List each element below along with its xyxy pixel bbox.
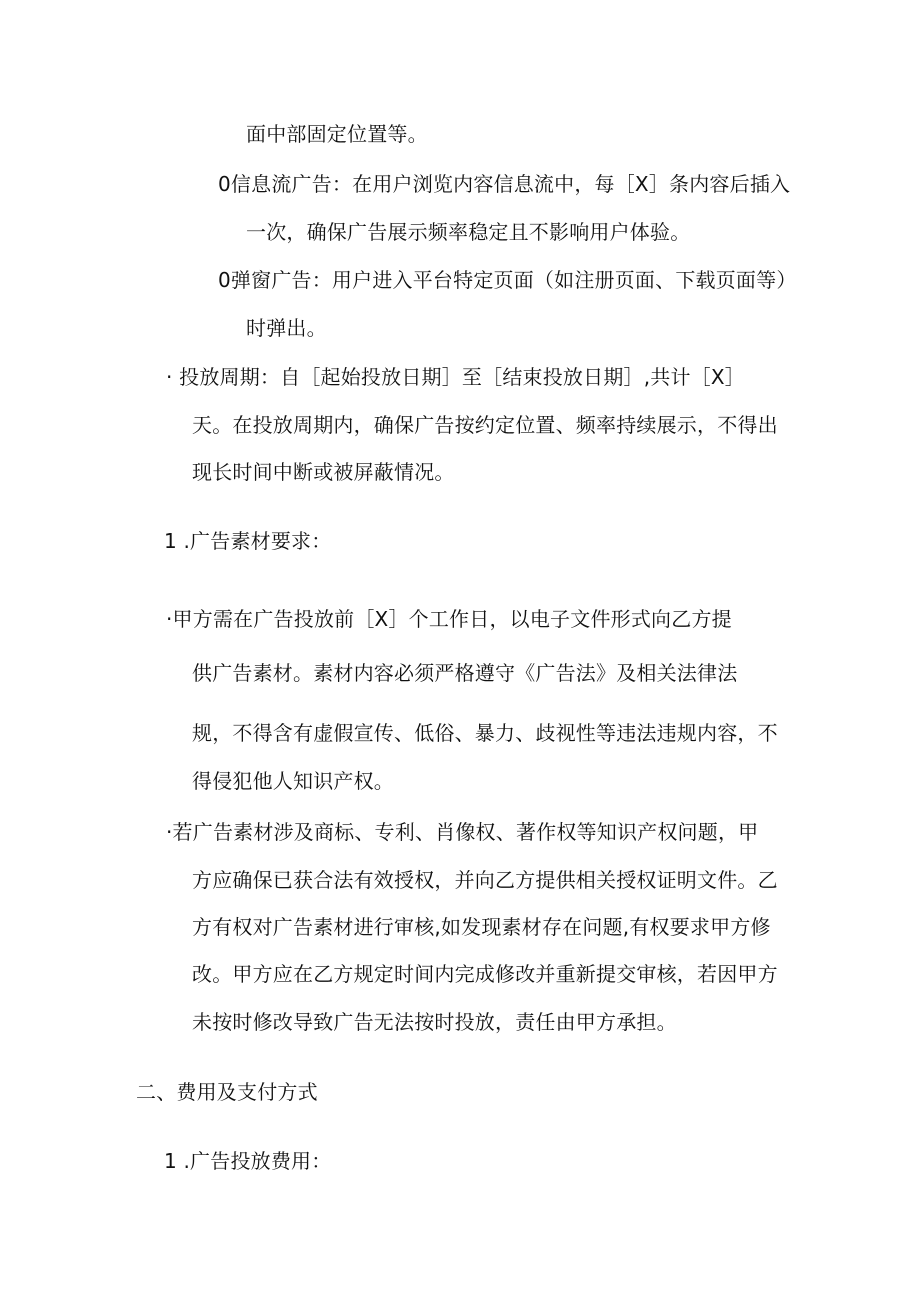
text-line: · 投放周期：自［起始投放日期］至［结束投放日期］,共计［X］ xyxy=(166,365,745,389)
section-heading: 1 .广告投放费用： xyxy=(164,1149,332,1173)
text-line: 规，不得含有虚假宣传、低俗、暴力、歧视性等违法违规内容，不 xyxy=(192,721,778,745)
text-line: 0弹窗广告：用户进入平台特定页面（如注册页面、下载页面等） xyxy=(218,268,797,292)
section-heading: 二、费用及支付方式 xyxy=(136,1080,318,1104)
text-line: 得侵犯他人知识产权。 xyxy=(192,769,394,793)
text-line: 改。甲方应在乙方规定时间内完成修改并重新提交审核，若因甲方 xyxy=(192,962,778,986)
text-line: 天。在投放周期内，确保广告按约定位置、频率持续展示，不得出 xyxy=(192,413,778,437)
section-heading: 1 .广告素材要求： xyxy=(164,529,332,553)
text-line: 供广告素材。素材内容必须严格遵守《广告法》及相关法律法 xyxy=(192,661,738,685)
text-line: 面中部固定位置等。 xyxy=(246,122,428,146)
text-line: 0信息流广告：在用户浏览内容信息流中，每［X］条内容后插入 xyxy=(218,172,791,196)
text-line: 时弹出。 xyxy=(246,316,327,340)
text-line: 未按时修改导致广告无法按时投放，责任由甲方承担。 xyxy=(192,1010,677,1034)
text-line: 方应确保已获合法有效授权，并向乙方提供相关授权证明文件。乙 xyxy=(192,868,778,892)
text-line: 现长时间中断或被屏蔽情况。 xyxy=(192,460,455,484)
text-line: ·甲方需在广告投放前［X］个工作日，以电子文件形式向乙方提 xyxy=(166,607,732,631)
text-line: 一次，确保广告展示频率稳定且不影响用户体验。 xyxy=(246,220,691,244)
text-line: ·若广告素材涉及商标、专利、肖像权、著作权等知识产权问题，甲 xyxy=(166,820,759,844)
text-line: 方有权对广告素材进行审核,如发现素材存在问题,有权要求甲方修 xyxy=(192,915,771,939)
